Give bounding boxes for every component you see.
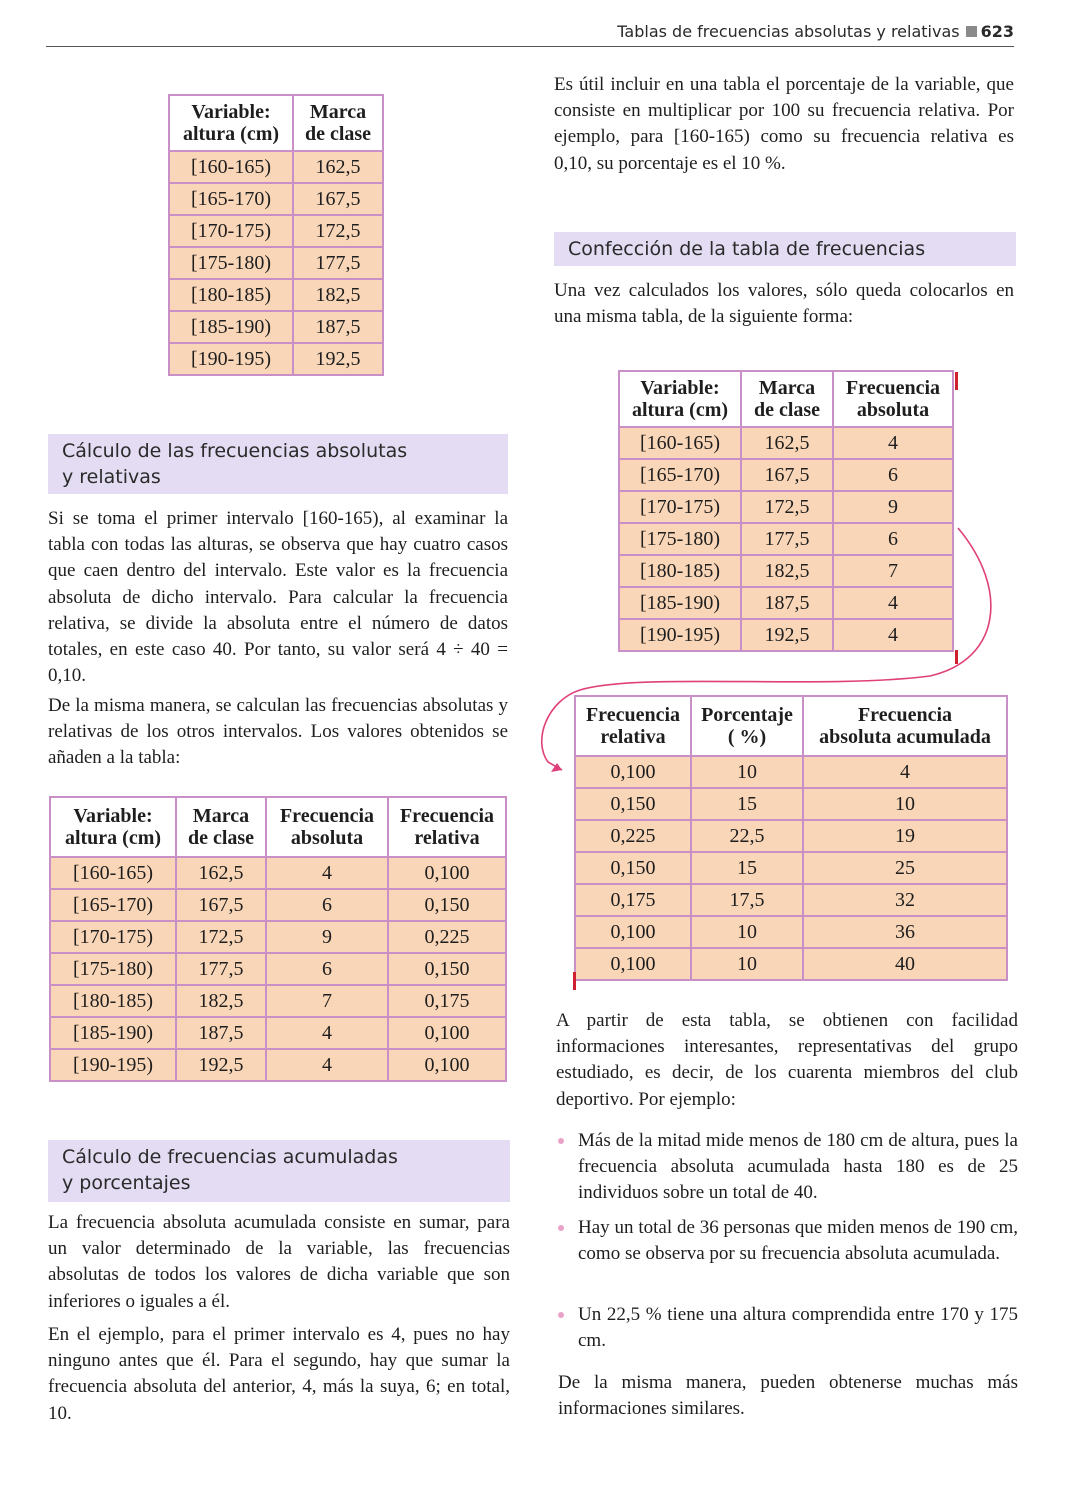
cell-mark: 167,5: [176, 889, 266, 921]
cell-interval: [180-185): [619, 555, 741, 587]
bullet-item: Hay un total de 36 personas que miden menos de 190 cm, como se observa por su frecuencia absoluta acumulada.: [558, 1215, 1018, 1267]
col-header-pct: Porcentaje ( %): [691, 696, 803, 756]
cell-abs: 6: [833, 523, 953, 555]
cell-abs: 4: [833, 587, 953, 619]
col-header-variable: Variable: altura (cm): [619, 371, 741, 427]
cell-interval: [175-180): [169, 247, 293, 279]
cell-rel: 0,100: [388, 857, 506, 889]
cell-interval: [185-190): [619, 587, 741, 619]
cell-pct: 15: [691, 788, 803, 820]
cell-mark: 177,5: [293, 247, 383, 279]
paragraph-closing: De la misma manera, pueden obtenerse muchas más informaciones similares.: [558, 1372, 1018, 1420]
cell-abs: 7: [833, 555, 953, 587]
cell-interval: [190-195): [50, 1049, 176, 1081]
cell-abs: 6: [266, 953, 388, 985]
cell-interval: [170-175): [619, 491, 741, 523]
cell-mark: 192,5: [293, 343, 383, 375]
cell-interval: [190-195): [169, 343, 293, 375]
cell-abs: 4: [266, 857, 388, 889]
cell-abs: 6: [833, 459, 953, 491]
cell-mark: 192,5: [741, 619, 833, 651]
cell-mark: 162,5: [176, 857, 266, 889]
cell-interval: [165-170): [619, 459, 741, 491]
col-header-variable: Variable: altura (cm): [169, 95, 293, 151]
col-header-marca: Marca de clase: [741, 371, 833, 427]
cell-abs: 9: [266, 921, 388, 953]
cell-abs: 4: [833, 427, 953, 459]
bullet-item: Un 22,5 % tiene una altura comprendida entre 170 y 175 cm.: [558, 1302, 1018, 1354]
cell-rel: 0,150: [388, 889, 506, 921]
paragraph-cumulative-definition: La frecuencia absoluta acumulada consiste en sumar, para un valor determinado de la variable, las frecuencias absolutas de todos los valores de dicha variable que son inferiores o iguales a él.: [48, 1212, 510, 1312]
cell-interval: [175-180): [50, 953, 176, 985]
bullet-item: Más de la mitad mide menos de 180 cm de altura, pues la frecuencia absoluta acumulada hasta 180 es de 25 individuos sobre un total de 40.: [558, 1128, 1018, 1207]
col-header-marca: Marca de clase: [176, 797, 266, 857]
cell-rel: 0,175: [388, 985, 506, 1017]
cell-mark: 172,5: [293, 215, 383, 247]
cell-pct: 10: [691, 756, 803, 788]
cell-rel: 0,100: [388, 1017, 506, 1049]
cell-interval: [175-180): [619, 523, 741, 555]
col-header-rel: Frecuencia relativa: [388, 797, 506, 857]
cell-interval: [160-165): [619, 427, 741, 459]
paragraph-place-values: Una vez calculados los valores, sólo queda colocarlos en una misma tabla, de la siguiente forma:: [554, 280, 1014, 328]
cell-rel: 0,100: [575, 756, 691, 788]
cell-interval: [180-185): [169, 279, 293, 311]
cell-interval: [165-170): [169, 183, 293, 215]
cell-mark: 187,5: [741, 587, 833, 619]
cell-pct: 10: [691, 948, 803, 980]
paragraph-from-table: A partir de esta tabla, se obtienen con facilidad informaciones interesantes, representativas del grupo estudiado, es decir, de los cuarenta miembros del club deportivo. Por ejemplo:: [556, 1010, 1018, 1110]
cell-cum: 19: [803, 820, 1007, 852]
cell-mark: 192,5: [176, 1049, 266, 1081]
cell-cum: 32: [803, 884, 1007, 916]
cell-mark: 172,5: [741, 491, 833, 523]
bullet-icon: [558, 1312, 564, 1318]
cell-mark: 182,5: [176, 985, 266, 1017]
section-heading-table-building: Confección de la tabla de frecuencias: [554, 232, 1016, 266]
cell-rel: 0,100: [575, 948, 691, 980]
cell-interval: [160-165): [169, 151, 293, 183]
cell-interval: [185-190): [50, 1017, 176, 1049]
col-header-variable: Variable: altura (cm): [50, 797, 176, 857]
cell-abs: 4: [266, 1049, 388, 1081]
paragraph-percentage: Es útil incluir en una tabla el porcentaje de la variable, que consiste en multiplicar por 100 su frecuencia relativa. Por ejemplo, para [160-165) como su frecuencia relativa es 0,10, su porcentaje es el 10 %.: [554, 74, 1014, 174]
cell-pct: 22,5: [691, 820, 803, 852]
cell-mark: 162,5: [741, 427, 833, 459]
cell-rel: 0,175: [575, 884, 691, 916]
cell-mark: 187,5: [293, 311, 383, 343]
cell-pct: 15: [691, 852, 803, 884]
cell-mark: 167,5: [293, 183, 383, 215]
paragraph-other-intervals: De la misma manera, se calculan las frecuencias absolutas y relativas de los otros intervalos. Los valores obtenidos se añaden a la tabla:: [48, 695, 508, 769]
cell-pct: 10: [691, 916, 803, 948]
cell-pct: 17,5: [691, 884, 803, 916]
cell-cum: 36: [803, 916, 1007, 948]
bullet-icon: [558, 1138, 564, 1144]
cell-cum: 4: [803, 756, 1007, 788]
cell-rel: 0,225: [575, 820, 691, 852]
section-heading-frequencies: Cálculo de las frecuencias absolutas y relativas: [48, 434, 508, 494]
cell-abs: 6: [266, 889, 388, 921]
header-title: Tablas de frecuencias absolutas y relativas: [617, 22, 960, 41]
cell-rel: 0,100: [388, 1049, 506, 1081]
cell-rel: 0,150: [388, 953, 506, 985]
cell-rel: 0,100: [575, 916, 691, 948]
cell-interval: [165-170): [50, 889, 176, 921]
cell-mark: 177,5: [176, 953, 266, 985]
cell-mark: 162,5: [293, 151, 383, 183]
cell-rel: 0,150: [575, 852, 691, 884]
cell-abs: 7: [266, 985, 388, 1017]
cell-cum: 25: [803, 852, 1007, 884]
cell-interval: [170-175): [169, 215, 293, 247]
cell-interval: [170-175): [50, 921, 176, 953]
col-header-marca: Marca de clase: [293, 95, 383, 151]
cell-interval: [160-165): [50, 857, 176, 889]
cell-mark: 177,5: [741, 523, 833, 555]
cell-cum: 10: [803, 788, 1007, 820]
col-header-abs: Frecuencia absoluta: [266, 797, 388, 857]
cell-mark: 167,5: [741, 459, 833, 491]
cell-cum: 40: [803, 948, 1007, 980]
cell-interval: [185-190): [169, 311, 293, 343]
paragraph-cumulative-example: En el ejemplo, para el primer intervalo es 4, pues no hay ninguno antes que él. Para el segundo, hay que sumar la frecuencia absoluta del anterior, 4, más la suya, 6; en total, 10.: [48, 1324, 510, 1424]
cell-abs: 4: [266, 1017, 388, 1049]
cell-mark: 182,5: [293, 279, 383, 311]
cell-mark: 182,5: [741, 555, 833, 587]
bullet-icon: [558, 1225, 564, 1231]
section-heading-cumulative: Cálculo de frecuencias acumuladas y porcentajes: [48, 1140, 510, 1202]
cell-abs: 4: [833, 619, 953, 651]
connector-curve: [542, 528, 991, 770]
col-header-abs: Frecuencia absoluta: [833, 371, 953, 427]
cell-mark: 187,5: [176, 1017, 266, 1049]
cell-interval: [180-185): [50, 985, 176, 1017]
cell-abs: 9: [833, 491, 953, 523]
cell-rel: 0,225: [388, 921, 506, 953]
cell-interval: [190-195): [619, 619, 741, 651]
col-header-rel: Frecuencia relativa: [575, 696, 691, 756]
cell-rel: 0,150: [575, 788, 691, 820]
cell-mark: 172,5: [176, 921, 266, 953]
col-header-cum: Frecuencia absoluta acumulada: [803, 696, 1007, 756]
page-number: 623: [980, 22, 1014, 41]
paragraph-absolute-frequency: Si se toma el primer intervalo [160-165), al examinar la tabla con todas las alturas, se observa que hay cuatro casos que caen dentro del intervalo. Este valor es la frecuencia absoluta de dicho intervalo. Para calcular la frecuencia relativa, se divide la absoluta entre el número de datos totales, en este caso 40. Por tanto, su valor será 4 ÷ 40 = 0,10.: [48, 508, 508, 687]
